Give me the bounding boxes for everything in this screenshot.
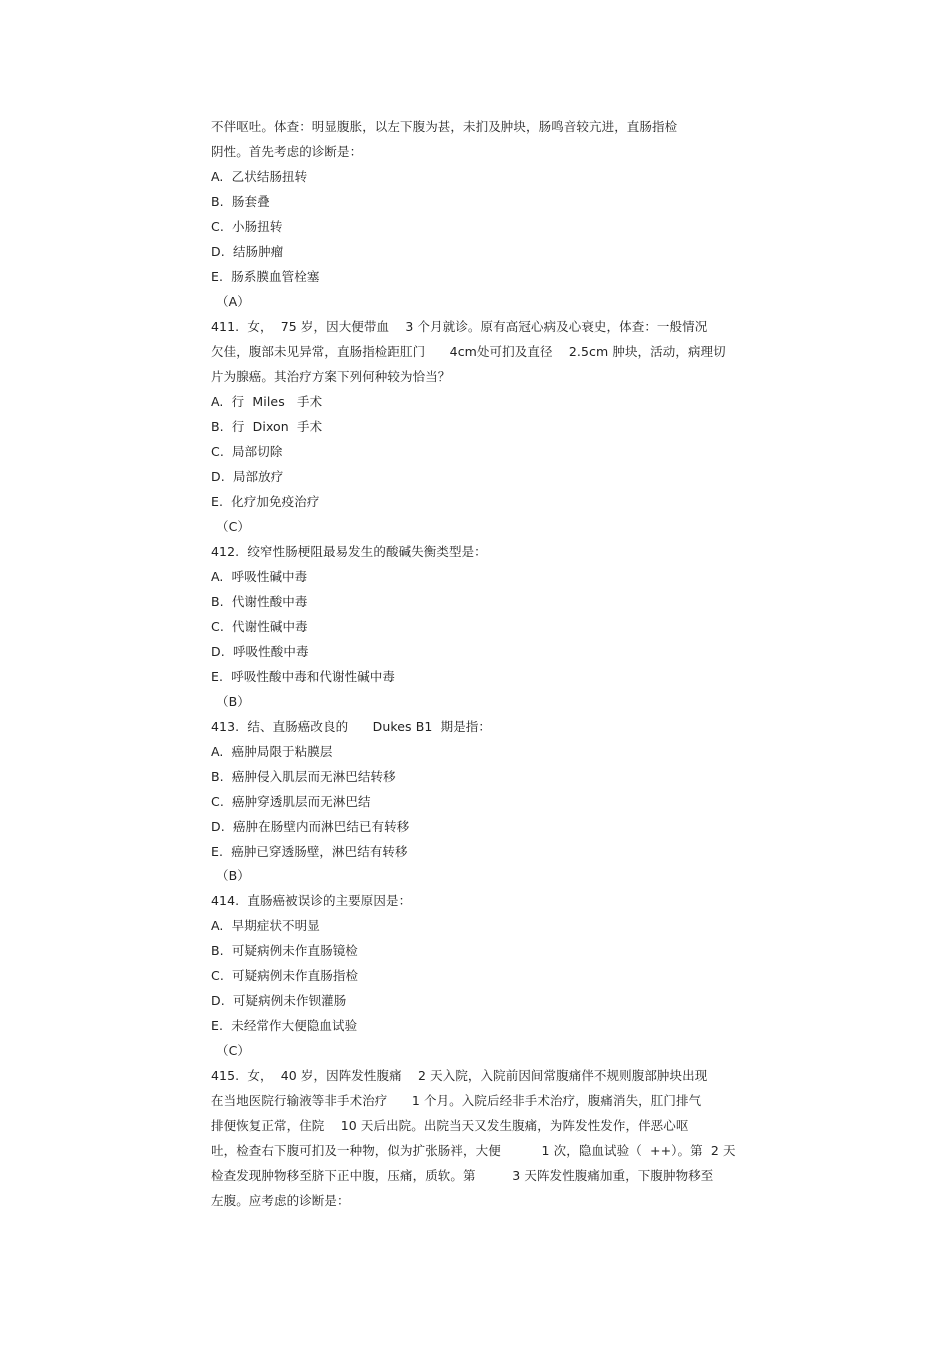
text-line: 在当地医院行输液等非手术治疗 1 个月。入院后经非手术治疗，腹痛消失，肛门排气 xyxy=(211,1093,702,1108)
option-line: E. 癌肿已穿透肠壁，淋巴结有转移 xyxy=(211,844,408,859)
option-line: B. 肠套叠 xyxy=(211,194,270,209)
option-line: C. 小肠扭转 xyxy=(211,219,283,234)
option-line: E. 肠系膜血管栓塞 xyxy=(211,269,320,284)
option-line: B. 代谢性酸中毒 xyxy=(211,594,308,609)
option-line: D. 结肠肿瘤 xyxy=(211,244,284,259)
option-line: B. 行 Dixon 手术 xyxy=(211,419,323,434)
option-line: C. 代谢性碱中毒 xyxy=(211,619,308,634)
option-line: A. 早期症状不明显 xyxy=(211,918,320,933)
answer-line: （B） xyxy=(216,694,250,709)
text-line: 片为腺癌。其治疗方案下列何种较为恰当？ xyxy=(211,369,451,384)
option-line: C. 癌肿穿透肌层而无淋巴结 xyxy=(211,794,371,809)
option-line: D. 呼吸性酸中毒 xyxy=(211,644,309,659)
answer-line: （C） xyxy=(216,519,251,534)
text-line: 吐，检查右下腹可扪及一种物，似为扩张肠袢，大便 1 次，隐血试验（ ++）。第 2 天 xyxy=(211,1143,736,1158)
option-line: E. 呼吸性酸中毒和代谢性碱中毒 xyxy=(211,669,396,684)
option-line: C. 局部切除 xyxy=(211,444,283,459)
option-line: C. 可疑病例未作直肠指检 xyxy=(211,968,359,983)
question-line: 413. 结、直肠癌改良的 Dukes B1 期是指： xyxy=(211,719,492,734)
text-line: 排便恢复正常，住院 10 天后出院。出院当天又发生腹痛，为阵发性发作，伴恶心呕 xyxy=(211,1118,689,1133)
question-line: 415. 女， 40 岁，因阵发性腹痛 2 天入院，入院前因间常腹痛伴不规则腹部肿块出现 xyxy=(211,1068,708,1083)
option-line: D. 癌肿在肠壁内而淋巴结已有转移 xyxy=(211,819,410,834)
option-line: B. 可疑病例未作直肠镜检 xyxy=(211,943,358,958)
question-line: 412. 绞窄性肠梗阻最易发生的酸碱失衡类型是： xyxy=(211,544,487,559)
option-line: E. 未经常作大便隐血试验 xyxy=(211,1018,358,1033)
answer-line: （C） xyxy=(216,1043,251,1058)
option-line: A. 呼吸性碱中毒 xyxy=(211,569,308,584)
answer-line: （B） xyxy=(216,868,250,883)
answer-line: （A） xyxy=(216,294,250,309)
question-line: 414. 直肠癌被误诊的主要原因是： xyxy=(211,893,412,908)
text-line: 阴性。首先考虑的诊断是： xyxy=(211,144,363,159)
option-line: D. 可疑病例未作钡灌肠 xyxy=(211,993,347,1008)
text-line: 不伴呕吐。体查：明显腹胀，以左下腹为甚，未扪及肿块，肠鸣音较亢进，直肠指检 xyxy=(211,119,678,134)
text-line: 检查发现肿物移至脐下正中腹，压痛，质软。第 3 天阵发性腹痛加重，下腹肿物移至 xyxy=(211,1168,714,1183)
option-line: B. 癌肿侵入肌层而无淋巴结转移 xyxy=(211,769,396,784)
text-line: 欠佳，腹部未见异常，直肠指检距肛门 4cm处可扪及直径 2.5cm 肿块，活动，病理切 xyxy=(211,344,726,359)
option-line: A. 行 Miles 手术 xyxy=(211,394,323,409)
option-line: E. 化疗加免疫治疗 xyxy=(211,494,320,509)
text-line: 左腹。应考虑的诊断是： xyxy=(211,1193,350,1208)
option-line: A. 乙状结肠扭转 xyxy=(211,169,308,184)
question-line: 411. 女， 75 岁，因大便带血 3 个月就诊。原有高冠心病及心衰史，体查：一般情况 xyxy=(211,319,708,334)
option-line: D. 局部放疗 xyxy=(211,469,284,484)
option-line: A. 癌肿局限于粘膜层 xyxy=(211,744,333,759)
